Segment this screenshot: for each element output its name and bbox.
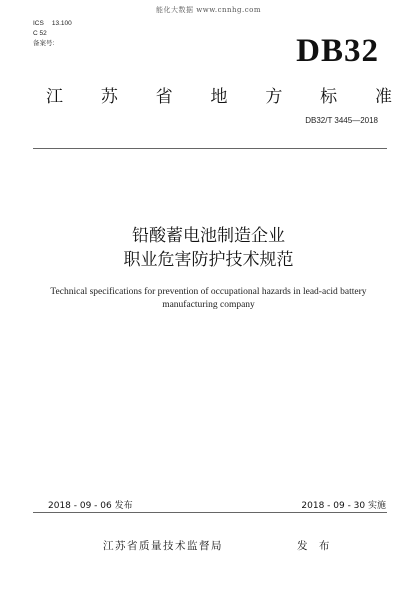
ics-label: ICS (33, 20, 44, 27)
chinese-title-line-1: 铅酸蓄电池制造企业 (132, 226, 285, 246)
english-title-line-2: manufacturing company (162, 300, 255, 310)
watermark-text: 能化大数据 www.cnnhg.com (155, 6, 262, 14)
db32-logo: DB32 (296, 33, 379, 69)
bottom-divider (33, 512, 387, 513)
ics-line (33, 19, 72, 29)
record-number-label: 备案号: (33, 40, 55, 47)
english-title (0, 286, 417, 312)
standard-type-heading (46, 82, 392, 107)
ccs-code: C 52 (33, 30, 47, 37)
standard-number: DB32/T 3445—2018 (305, 116, 378, 125)
standard-type-char: 准 (374, 87, 392, 107)
standard-type-char: 苏 (100, 87, 118, 107)
top-divider (33, 148, 387, 149)
effective-date: 2018 - 09 - 30 实施 (301, 501, 386, 511)
classification-block (33, 19, 72, 49)
standard-type-char: 地 (210, 87, 228, 107)
standard-type-char: 方 (265, 87, 283, 107)
standard-type-char: 省 (155, 87, 173, 107)
chinese-title (0, 224, 417, 272)
ics-code: 13.100 (51, 20, 72, 27)
standard-type-char: 标 (320, 87, 338, 107)
standard-type-char: 江 (46, 87, 63, 107)
issued-label: 发 布 (297, 540, 334, 552)
chinese-title-line-2: 职业危害防护技术规范 (123, 250, 294, 270)
issue-date: 2018 - 09 - 06 发布 (48, 501, 133, 511)
english-title-line-1: Technical specifications for prevention of occupational hazards in lead-acid battery (50, 287, 367, 297)
issuing-authority: 江苏省质量技术监督局 (103, 540, 223, 552)
